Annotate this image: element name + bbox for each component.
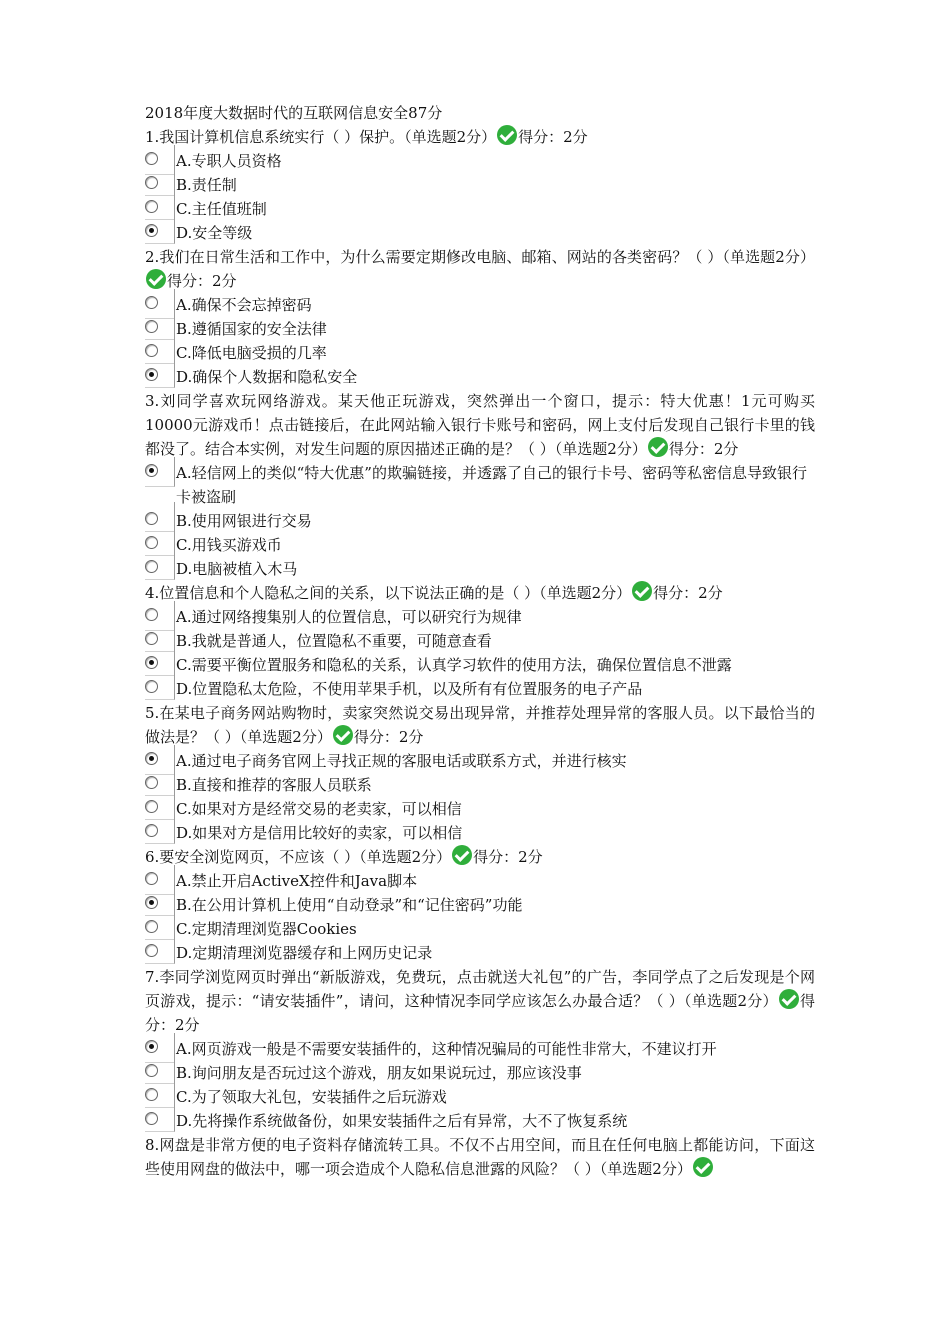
option-label: D.先将操作系统做备份，如果安装插件之后有异常，大不了恢复系统	[176, 1112, 628, 1130]
radio-selected-icon[interactable]	[145, 464, 158, 477]
answer-option[interactable]	[145, 461, 815, 509]
answer-option[interactable]	[145, 917, 815, 941]
radio-icon[interactable]	[145, 176, 158, 189]
answer-option[interactable]	[145, 197, 815, 221]
answer-option[interactable]	[145, 677, 815, 701]
score-label: 得分：2分	[473, 848, 543, 866]
answer-option[interactable]	[145, 653, 815, 677]
answer-option[interactable]	[145, 509, 815, 533]
question-item	[145, 389, 815, 581]
option-label: C.降低电脑受损的几率	[176, 344, 327, 362]
answer-option[interactable]	[145, 749, 815, 773]
question-text-block	[145, 245, 815, 293]
question-text-block	[145, 965, 815, 1037]
option-label: A.禁止开启ActiveX控件和Java脚本	[176, 872, 418, 890]
radio-icon[interactable]	[145, 824, 158, 837]
answer-option[interactable]	[145, 221, 815, 245]
radio-icon[interactable]	[145, 536, 158, 549]
answer-option[interactable]	[145, 821, 815, 845]
question-text-block	[145, 701, 815, 749]
question-list	[145, 125, 815, 1181]
radio-icon[interactable]	[145, 944, 158, 957]
question-text: 3.刘同学喜欢玩网络游戏。某天他正玩游戏，突然弹出一个窗口，提示：特大优惠！1元可购买10000元游戏币！点击链接后，在此网站输入银行卡账号和密码，网上支付后发现自己银行卡里的钱都没了。结合本实例，对发生问题的原因描述正确的是？（ ）（单选题2分）	[145, 392, 815, 458]
radio-icon[interactable]	[145, 776, 158, 789]
answer-option[interactable]	[145, 317, 815, 341]
answer-option[interactable]	[145, 773, 815, 797]
score-label: 得分：2分	[653, 584, 723, 602]
option-label: D.电脑被植入木马	[176, 560, 298, 578]
question-text-block	[145, 581, 815, 605]
question-item	[145, 581, 815, 701]
question-text: 4.位置信息和个人隐私之间的关系，以下说法正确的是（ ）（单选题2分）	[145, 584, 632, 602]
option-label: A.轻信网上的类似“特大优惠”的欺骗链接，并透露了自己的银行卡号、密码等私密信息导致银行卡被盗刷	[176, 464, 807, 506]
radio-icon[interactable]	[145, 560, 158, 573]
question-text: 1.我国计算机信息系统实行（ ）保护。（单选题2分）	[145, 128, 497, 146]
option-label: C.定期清理浏览器Cookies	[176, 920, 357, 938]
score-label: 得分：2分	[353, 728, 424, 746]
document-body	[145, 101, 815, 1181]
correct-check-icon	[693, 1157, 713, 1177]
answer-option[interactable]	[145, 293, 815, 317]
question-text-block	[145, 845, 815, 869]
correct-check-icon	[648, 437, 668, 457]
option-label: C.为了领取大礼包，安装插件之后玩游戏	[176, 1088, 447, 1106]
answer-option[interactable]	[145, 365, 815, 389]
option-label: A.确保不会忘掉密码	[176, 296, 312, 314]
correct-check-icon	[146, 269, 166, 289]
radio-icon[interactable]	[145, 200, 158, 213]
radio-icon[interactable]	[145, 608, 158, 621]
option-label: B.遵循国家的安全法律	[176, 320, 327, 338]
option-label: C.需要平衡位置服务和隐私的关系，认真学习软件的使用方法，确保位置信息不泄露	[176, 656, 732, 674]
radio-icon[interactable]	[145, 680, 158, 693]
radio-icon[interactable]	[145, 512, 158, 525]
radio-selected-icon[interactable]	[145, 1040, 158, 1053]
answer-option[interactable]	[145, 1061, 815, 1085]
option-label: B.使用网银进行交易	[176, 512, 312, 530]
question-text: 2.我们在日常生活和工作中，为什么需要定期修改电脑、邮箱、网站的各类密码？（ ）（单选题2分）	[145, 248, 815, 266]
correct-check-icon	[333, 725, 353, 745]
option-label: A.网页游戏一般是不需要安装插件的，这种情况骗局的可能性非常大，不建议打开	[176, 1040, 717, 1058]
radio-selected-icon[interactable]	[145, 656, 158, 669]
option-label: B.我就是普通人，位置隐私不重要，可随意查看	[176, 632, 492, 650]
answer-option[interactable]	[145, 149, 815, 173]
answer-option[interactable]	[145, 605, 815, 629]
score-label: 得分：2分	[167, 272, 237, 290]
answer-option[interactable]	[145, 1037, 815, 1061]
question-item	[145, 965, 815, 1133]
question-text-block	[145, 389, 815, 461]
score-label: 得分：2分	[145, 992, 815, 1034]
radio-icon[interactable]	[145, 1112, 158, 1125]
option-label: D.如果对方是信用比较好的卖家，可以相信	[176, 824, 463, 842]
question-item	[145, 701, 815, 845]
radio-icon[interactable]	[145, 344, 158, 357]
radio-icon[interactable]	[145, 872, 158, 885]
option-label: B.直接和推荐的客服人员联系	[176, 776, 372, 794]
option-label: C.主任值班制	[176, 200, 267, 218]
radio-selected-icon[interactable]	[145, 224, 158, 237]
answer-option[interactable]	[145, 797, 815, 821]
correct-check-icon	[632, 581, 652, 601]
radio-selected-icon[interactable]	[145, 896, 158, 909]
radio-selected-icon[interactable]	[145, 752, 158, 765]
document-title: 2018年度大数据时代的互联网信息安全87分	[145, 104, 443, 122]
option-label: B.责任制	[176, 176, 237, 194]
option-label: C.如果对方是经常交易的老卖家，可以相信	[176, 800, 462, 818]
correct-check-icon	[779, 989, 799, 1009]
question-text: 8.网盘是非常方便的电子资料存储流转工具。不仅不占用空间，而且在任何电脑上都能访问，下面这些使用网盘的做法中，哪一项会造成个人隐私信息泄露的风险？（ ）（单选题2分）	[145, 1136, 815, 1178]
answer-option[interactable]	[145, 557, 815, 581]
answer-option[interactable]	[145, 893, 815, 917]
answer-option[interactable]	[145, 1109, 815, 1133]
option-label: D.位置隐私太危险，不使用苹果手机，以及所有有位置服务的电子产品	[176, 680, 643, 698]
answer-option[interactable]	[145, 173, 815, 197]
answer-option[interactable]	[145, 1085, 815, 1109]
question-item	[145, 125, 815, 245]
score-label: 得分：2分	[518, 128, 588, 146]
answer-option[interactable]	[145, 341, 815, 365]
correct-check-icon	[452, 845, 472, 865]
answer-option[interactable]	[145, 533, 815, 557]
option-label: B.询问朋友是否玩过这个游戏，朋友如果说玩过，那应该没事	[176, 1064, 582, 1082]
radio-selected-icon[interactable]	[145, 368, 158, 381]
radio-icon[interactable]	[145, 1064, 158, 1077]
answer-option[interactable]	[145, 941, 815, 965]
question-text: 6.要安全浏览网页，不应该（ ）（单选题2分）	[145, 848, 452, 866]
radio-icon[interactable]	[145, 296, 158, 309]
question-text: 7.李同学浏览网页时弹出“新版游戏，免费玩，点击就送大礼包”的广告，李同学点了之后发现是个网页游戏，提示：“请安装插件”，请问，这种情况李同学应该怎么办最合适？（ ）（单选题2分）	[145, 968, 815, 1010]
option-label: A.通过电子商务官网上寻找正规的客服电话或联系方式，并进行核实	[176, 752, 627, 770]
answer-option[interactable]	[145, 629, 815, 653]
score-label: 得分：2分	[668, 440, 739, 458]
question-item	[145, 1133, 815, 1181]
radio-icon[interactable]	[145, 320, 158, 333]
option-label: C.用钱买游戏币	[176, 536, 282, 554]
question-item	[145, 245, 815, 389]
option-label: A.通过网络搜集别人的位置信息，可以研究行为规律	[176, 608, 522, 626]
question-text-block	[145, 1133, 815, 1181]
correct-check-icon	[497, 125, 517, 145]
option-label: A.专职人员资格	[176, 152, 282, 170]
question-item	[145, 845, 815, 965]
option-label: D.定期清理浏览器缓存和上网历史记录	[176, 944, 433, 962]
option-label: B.在公用计算机上使用“自动登录”和“记住密码”功能	[176, 896, 523, 914]
option-label: D.确保个人数据和隐私安全	[176, 368, 358, 386]
radio-icon[interactable]	[145, 800, 158, 813]
radio-icon[interactable]	[145, 152, 158, 165]
radio-icon[interactable]	[145, 920, 158, 933]
radio-icon[interactable]	[145, 632, 158, 645]
question-text-block	[145, 125, 815, 149]
option-label: D.安全等级	[176, 224, 253, 242]
radio-icon[interactable]	[145, 1088, 158, 1101]
answer-option[interactable]	[145, 869, 815, 893]
question-text: 5.在某电子商务网站购物时，卖家突然说交易出现异常，并推荐处理异常的客服人员。以下最恰当的做法是？（ ）（单选题2分）	[145, 704, 815, 746]
